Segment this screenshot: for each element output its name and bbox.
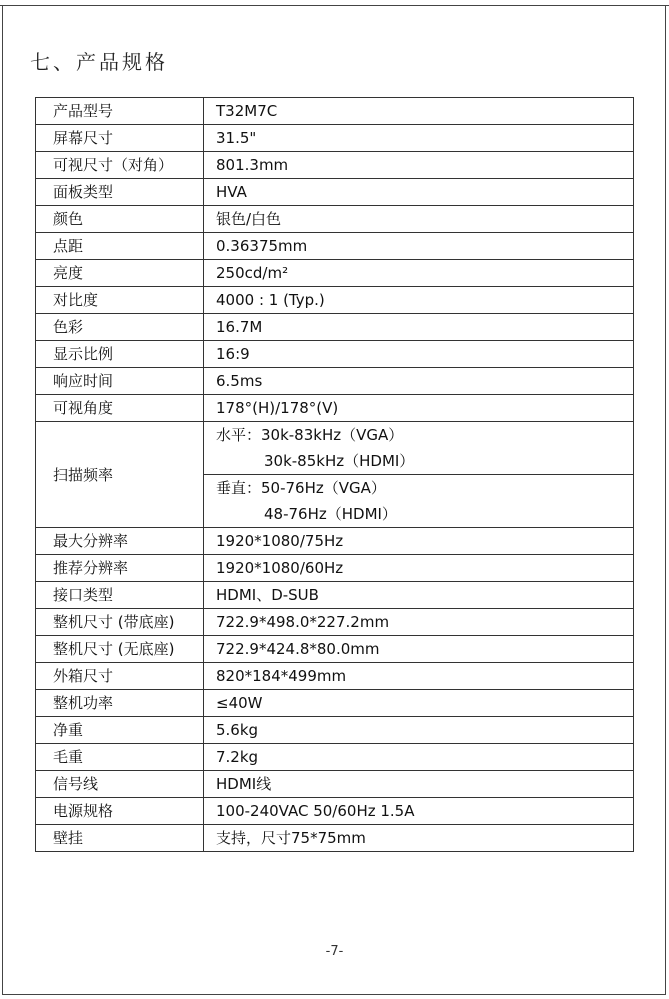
spec-value: 支持，尺寸75*75mm (204, 825, 634, 852)
spec-value: T32M7C (204, 98, 634, 125)
spec-row-recommended-resolution (36, 555, 634, 582)
spec-label: 整机尺寸 (无底座) (36, 636, 204, 663)
spec-row-wall-mount (36, 825, 634, 852)
spec-value: 100-240VAC 50/60Hz 1.5A (204, 798, 634, 825)
spec-label: 壁挂 (36, 825, 204, 852)
spec-label: 色彩 (36, 314, 204, 341)
spec-label: 响应时间 (36, 368, 204, 395)
scan-vertical-cell (204, 475, 634, 528)
spec-row-panel-type (36, 179, 634, 206)
spec-value: 722.9*498.0*227.2mm (204, 609, 634, 636)
spec-row-size-with-stand (36, 609, 634, 636)
spec-value: 0.36375mm (204, 233, 634, 260)
spec-value: 5.6kg (204, 717, 634, 744)
spec-row-pixel-pitch (36, 233, 634, 260)
spec-table (35, 97, 634, 852)
spec-row-aspect-ratio (36, 341, 634, 368)
spec-row-max-resolution (36, 528, 634, 555)
spec-value: HDMI线 (204, 771, 634, 798)
spec-row-signal-cable (36, 771, 634, 798)
spec-label: 整机尺寸 (带底座) (36, 609, 204, 636)
spec-value: 178°(H)/178°(V) (204, 395, 634, 422)
scan-vertical-line-1: 垂直：50-76Hz（VGA） (216, 479, 386, 497)
page-number: -7- (325, 944, 344, 959)
spec-row-power-supply (36, 798, 634, 825)
spec-label: 屏幕尺寸 (36, 125, 204, 152)
spec-row-size-without-stand (36, 636, 634, 663)
spec-value: 1920*1080/75Hz (204, 528, 634, 555)
spec-label: 整机功率 (36, 690, 204, 717)
spec-row-color (36, 206, 634, 233)
spec-value: 16.7M (204, 314, 634, 341)
spec-label: 最大分辨率 (36, 528, 204, 555)
spec-label: 亮度 (36, 260, 204, 287)
page-frame-left (2, 5, 3, 995)
spec-value: 1920*1080/60Hz (204, 555, 634, 582)
page-frame-top (0, 5, 669, 6)
spec-row-carton-size (36, 663, 634, 690)
spec-label: 扫描频率 (36, 422, 204, 528)
spec-label: 电源规格 (36, 798, 204, 825)
spec-value: HVA (204, 179, 634, 206)
spec-label: 点距 (36, 233, 204, 260)
spec-label: 颜色 (36, 206, 204, 233)
spec-label: 面板类型 (36, 179, 204, 206)
spec-label: 可视角度 (36, 395, 204, 422)
spec-row-model (36, 98, 634, 125)
page-frame-bottom (2, 994, 666, 995)
spec-value: 银色/白色 (204, 206, 634, 233)
scan-vertical-line-2: 48-76Hz（HDMI） (264, 505, 397, 523)
spec-label: 毛重 (36, 744, 204, 771)
spec-row-viewable-size (36, 152, 634, 179)
spec-label: 可视尺寸（对角） (36, 152, 204, 179)
spec-label: 净重 (36, 717, 204, 744)
spec-label: 产品型号 (36, 98, 204, 125)
spec-row-interfaces (36, 582, 634, 609)
spec-row-scan-horizontal (36, 422, 634, 475)
spec-row-gross-weight (36, 744, 634, 771)
section-title: 七、产品规格 (30, 50, 168, 74)
spec-label: 推荐分辨率 (36, 555, 204, 582)
spec-row-response-time (36, 368, 634, 395)
spec-value: 801.3mm (204, 152, 634, 179)
spec-label: 对比度 (36, 287, 204, 314)
spec-label: 信号线 (36, 771, 204, 798)
scan-horizontal-line-1: 水平：30k-83kHz（VGA） (216, 426, 404, 444)
spec-row-screen-size (36, 125, 634, 152)
spec-value: 820*184*499mm (204, 663, 634, 690)
scan-horizontal-cell (204, 422, 634, 475)
spec-value: HDMI、D-SUB (204, 582, 634, 609)
spec-row-power (36, 690, 634, 717)
spec-value: 16:9 (204, 341, 634, 368)
spec-row-brightness (36, 260, 634, 287)
page-frame-right (665, 5, 666, 995)
spec-value: 4000 : 1 (Typ.) (204, 287, 634, 314)
spec-label: 接口类型 (36, 582, 204, 609)
spec-row-contrast (36, 287, 634, 314)
spec-value: 250cd/m² (204, 260, 634, 287)
spec-row-viewing-angle (36, 395, 634, 422)
spec-label: 显示比例 (36, 341, 204, 368)
scan-horizontal-line-2: 30k-85kHz（HDMI） (264, 452, 415, 470)
spec-value: 7.2kg (204, 744, 634, 771)
spec-label: 外箱尺寸 (36, 663, 204, 690)
spec-value: 31.5" (204, 125, 634, 152)
spec-row-net-weight (36, 717, 634, 744)
spec-value: ≤40W (204, 690, 634, 717)
spec-value: 722.9*424.8*80.0mm (204, 636, 634, 663)
spec-value: 6.5ms (204, 368, 634, 395)
spec-row-colors (36, 314, 634, 341)
